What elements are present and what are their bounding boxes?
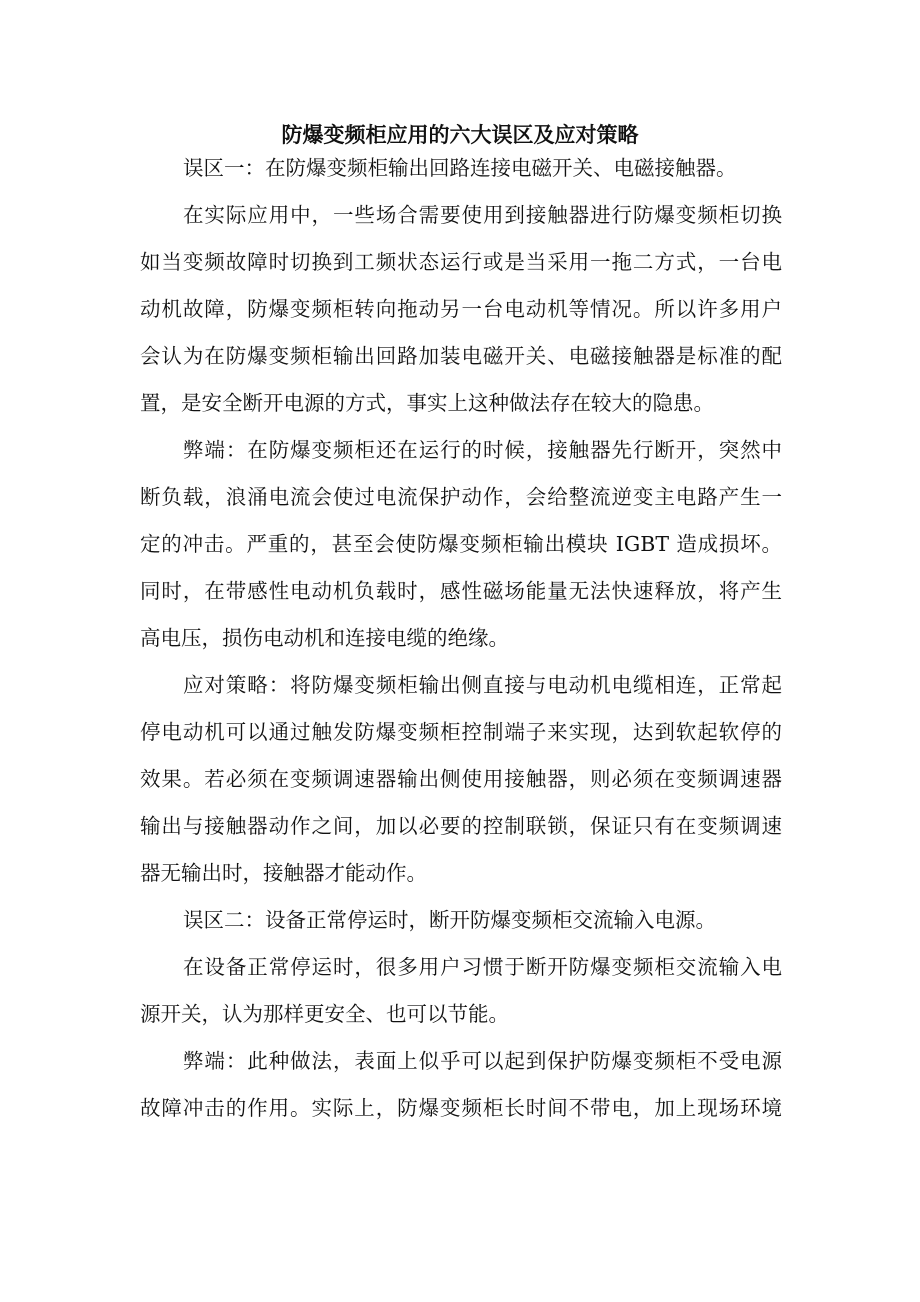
text-line: 如当变频故障时切换到工频状态运行或是当采用一拖二方式，一台电 — [140, 250, 782, 274]
text-line: 效果。若必须在变频调速器输出侧使用接触器，则必须在变频调速器 — [140, 767, 782, 791]
text-line: 弊端：此种做法，表面上似乎可以起到保护防爆变频柜不受电源 — [183, 1049, 782, 1073]
text-line: 误区一：在防爆变频柜输出回路连接电磁开关、电磁接触器。 — [183, 156, 737, 180]
text-line: 停电动机可以通过触发防爆变频柜控制端子来实现，达到软起软停的 — [140, 720, 782, 744]
text-line: 输出与接触器动作之间，加以必要的控制联锁，保证只有在变频调速 — [140, 814, 782, 838]
text-line: 在设备正常停运时，很多用户习惯于断开防爆变频柜交流输入电 — [183, 955, 782, 979]
text-line: 会认为在防爆变频柜输出回路加装电磁开关、电磁接触器是标准的配 — [140, 344, 782, 368]
text-line: 定的冲击。严重的，甚至会使防爆变频柜输出模块 IGBT 造成损坏。 — [140, 532, 782, 556]
document-body — [140, 145, 782, 1132]
text-line: 应对策略：将防爆变频柜输出侧直接与电动机电缆相连，正常起 — [183, 673, 782, 697]
text-line: 误区二：设备正常停运时，断开防爆变频柜交流输入电源。 — [183, 908, 716, 932]
text-line: 动机故障，防爆变频柜转向拖动另一台电动机等情况。所以许多用户 — [140, 297, 782, 321]
text-line: 弊端：在防爆变频柜还在运行的时候，接触器先行断开，突然中 — [183, 438, 782, 462]
text-line: 同时，在带感性电动机负载时，感性磁场能量无法快速释放，将产生 — [140, 579, 782, 603]
text-line: 断负载，浪涌电流会使过电流保护动作，会给整流逆变主电路产生一 — [140, 485, 782, 509]
text-line: 在实际应用中，一些场合需要使用到接触器进行防爆变频柜切换 — [183, 203, 782, 227]
text-line: 高电压，损伤电动机和连接电缆的绝缘。 — [140, 626, 509, 650]
document-title: 防爆变频柜应用的六大误区及应对策略 — [281, 123, 639, 147]
text-line: 置，是安全断开电源的方式，事实上这种做法存在较大的隐患。 — [140, 391, 714, 415]
text-line: 器无输出时，接触器才能动作。 — [140, 861, 427, 885]
text-line: 源开关，认为那样更安全、也可以节能。 — [140, 1002, 509, 1026]
text-line: 故障冲击的作用。实际上，防爆变频柜长时间不带电，加上现场环境 — [140, 1096, 782, 1120]
